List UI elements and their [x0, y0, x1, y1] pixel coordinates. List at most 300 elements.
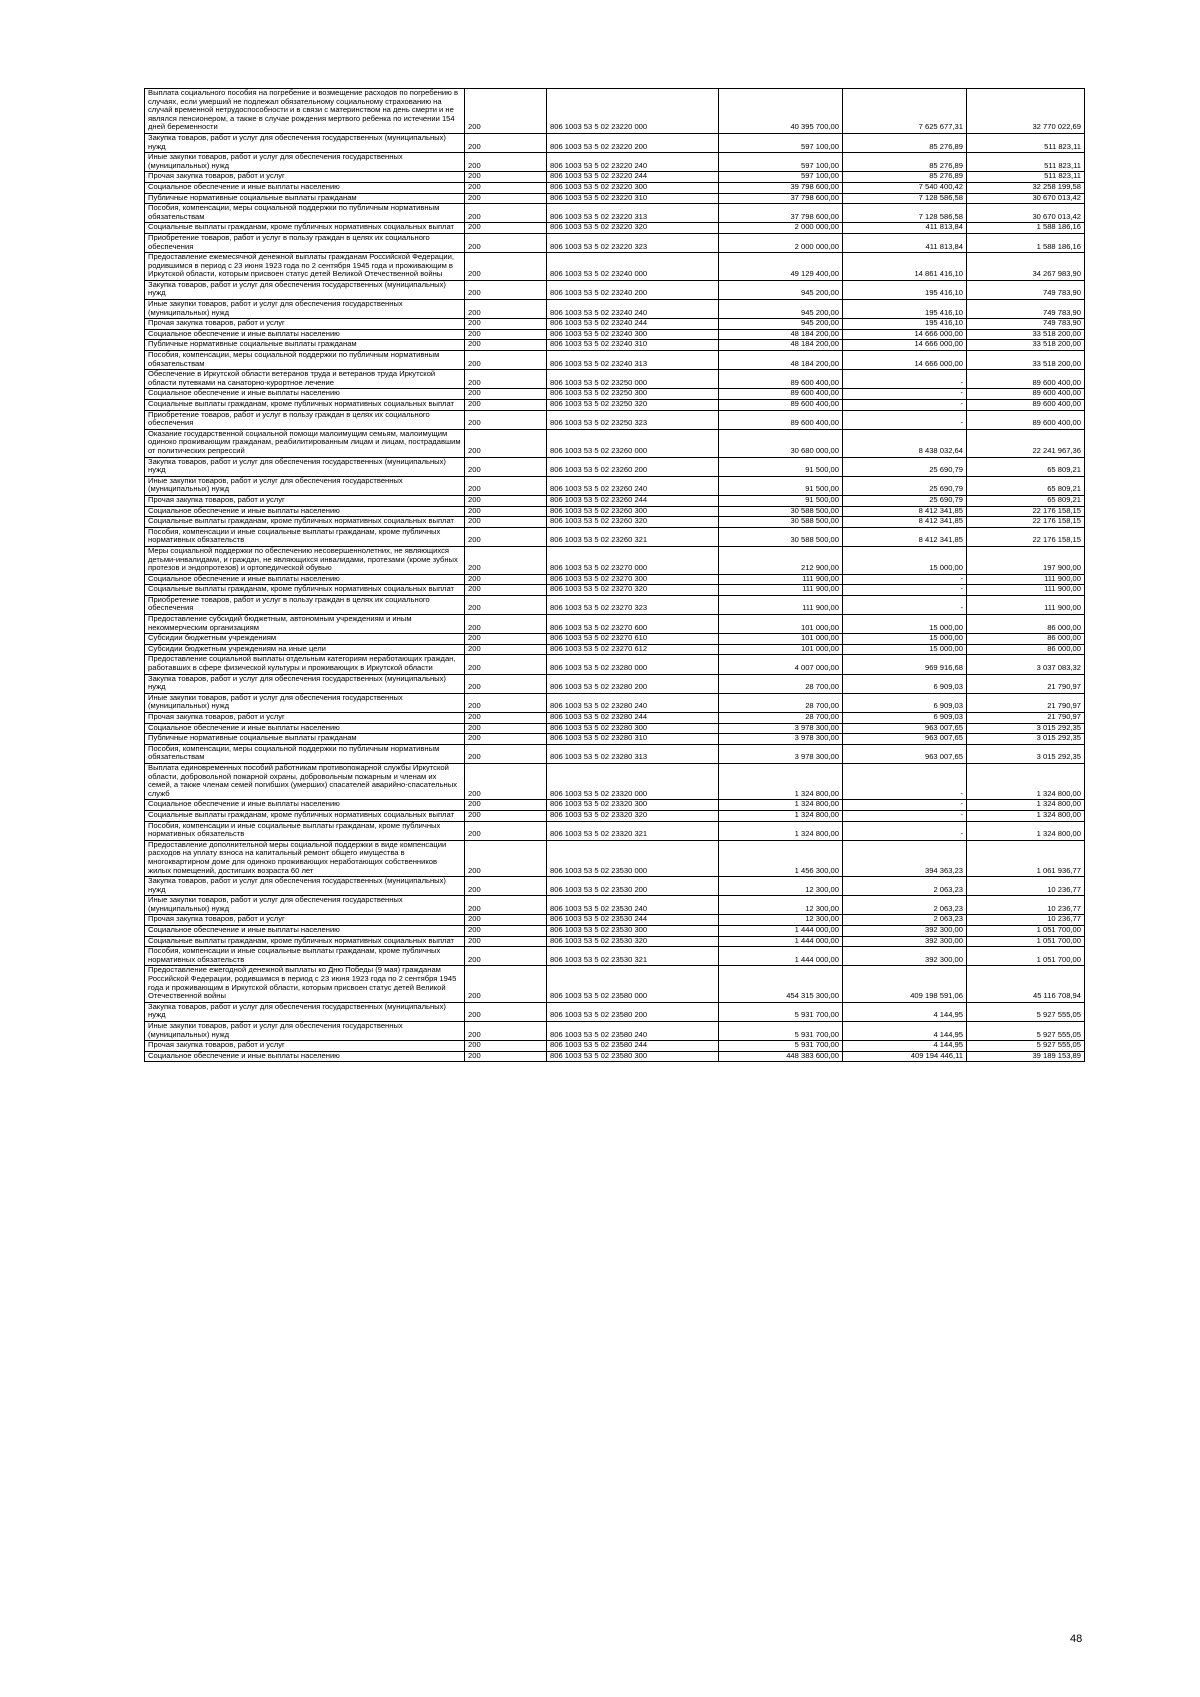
table-row	[145, 429, 1085, 457]
row-executed-amount-cell: 2 063,23	[843, 896, 967, 915]
row-code-cell: 200	[465, 89, 547, 134]
row-executed-amount-cell: 195 416,10	[843, 300, 967, 319]
table-row	[145, 840, 1085, 876]
row-name-cell: Социальное обеспечение и иные выплаты населению	[145, 389, 465, 400]
table-row	[145, 585, 1085, 596]
table-row	[145, 370, 1085, 389]
row-approved-amount-cell: 1 456 300,00	[719, 840, 843, 876]
row-unexecuted-amount-cell: 30 670 013,42	[967, 204, 1085, 223]
row-name-cell: Пособия, компенсации и иные социальные выплаты гражданам, кроме публичных нормативных обязательств	[145, 947, 465, 966]
table-row	[145, 517, 1085, 528]
row-approved-amount-cell: 101 000,00	[719, 644, 843, 655]
row-approved-amount-cell: 3 978 300,00	[719, 734, 843, 745]
row-budget-class-code-cell: 806 1003 53 5 02 23580 300	[547, 1051, 719, 1062]
row-executed-amount-cell: 14 861 416,10	[843, 253, 967, 281]
row-unexecuted-amount-cell: 22 176 158,15	[967, 506, 1085, 517]
table-row	[145, 351, 1085, 370]
row-approved-amount-cell: 597 100,00	[719, 172, 843, 183]
row-budget-class-code-cell: 806 1003 53 5 02 23320 320	[547, 810, 719, 821]
table-row	[145, 153, 1085, 172]
row-unexecuted-amount-cell: 3 015 292,35	[967, 744, 1085, 763]
row-unexecuted-amount-cell: 1 324 800,00	[967, 821, 1085, 840]
row-approved-amount-cell: 30 588 500,00	[719, 527, 843, 546]
row-code-cell: 200	[465, 506, 547, 517]
row-budget-class-code-cell: 806 1003 53 5 02 23250 000	[547, 370, 719, 389]
row-approved-amount-cell: 448 383 600,00	[719, 1051, 843, 1062]
row-code-cell: 200	[465, 153, 547, 172]
row-executed-amount-cell: 195 416,10	[843, 319, 967, 330]
row-code-cell: 200	[465, 744, 547, 763]
row-budget-class-code-cell: 806 1003 53 5 02 23320 000	[547, 763, 719, 799]
row-budget-class-code-cell: 806 1003 53 5 02 23270 323	[547, 595, 719, 614]
row-budget-class-code-cell: 806 1003 53 5 02 23220 300	[547, 182, 719, 193]
row-executed-amount-cell: 25 690,79	[843, 457, 967, 476]
row-unexecuted-amount-cell: 1 324 800,00	[967, 763, 1085, 799]
row-executed-amount-cell: 8 438 032,64	[843, 429, 967, 457]
table-row	[145, 495, 1085, 506]
row-unexecuted-amount-cell: 89 600 400,00	[967, 410, 1085, 429]
row-executed-amount-cell: -	[843, 595, 967, 614]
row-name-cell: Закупка товаров, работ и услуг для обеспечения государственных (муниципальных) нужд	[145, 280, 465, 299]
row-executed-amount-cell: 6 909,03	[843, 674, 967, 693]
row-executed-amount-cell: 394 363,23	[843, 840, 967, 876]
row-approved-amount-cell: 28 700,00	[719, 693, 843, 712]
row-code-cell: 200	[465, 734, 547, 745]
row-unexecuted-amount-cell: 1 324 800,00	[967, 810, 1085, 821]
row-name-cell: Социальное обеспечение и иные выплаты населению	[145, 574, 465, 585]
row-name-cell: Иные закупки товаров, работ и услуг для обеспечения государственных (муниципальных) нужд	[145, 300, 465, 319]
row-approved-amount-cell: 111 900,00	[719, 595, 843, 614]
row-unexecuted-amount-cell: 3 037 083,32	[967, 655, 1085, 674]
row-approved-amount-cell: 1 324 800,00	[719, 800, 843, 811]
row-unexecuted-amount-cell: 1 588 186,16	[967, 233, 1085, 252]
table-row	[145, 713, 1085, 724]
row-code-cell: 200	[465, 1041, 547, 1052]
row-executed-amount-cell: 7 128 586,58	[843, 193, 967, 204]
table-row	[145, 800, 1085, 811]
row-budget-class-code-cell: 806 1003 53 5 02 23580 200	[547, 1002, 719, 1021]
row-code-cell: 200	[465, 253, 547, 281]
row-unexecuted-amount-cell: 10 236,77	[967, 877, 1085, 896]
row-executed-amount-cell: 8 412 341,85	[843, 517, 967, 528]
row-name-cell: Предоставление дополнительной меры социальной поддержки в виде компенсации расходов на уплату взноса на капитальный ремонт общего имущества в многоквартирном доме для одиноко проживающих неработающих собственников жилых помещений, достигших возраста 60 лет	[145, 840, 465, 876]
row-approved-amount-cell: 48 184 200,00	[719, 340, 843, 351]
row-approved-amount-cell: 48 184 200,00	[719, 351, 843, 370]
row-executed-amount-cell: 14 666 000,00	[843, 329, 967, 340]
row-approved-amount-cell: 91 500,00	[719, 457, 843, 476]
row-executed-amount-cell: 963 007,65	[843, 744, 967, 763]
table-row	[145, 655, 1085, 674]
row-name-cell: Субсидии бюджетным учреждениям	[145, 634, 465, 645]
table-row	[145, 936, 1085, 947]
row-code-cell: 200	[465, 204, 547, 223]
row-approved-amount-cell: 1 444 000,00	[719, 926, 843, 937]
row-approved-amount-cell: 945 200,00	[719, 300, 843, 319]
row-budget-class-code-cell: 806 1003 53 5 02 23260 240	[547, 476, 719, 495]
row-approved-amount-cell: 28 700,00	[719, 674, 843, 693]
row-executed-amount-cell: 6 909,03	[843, 693, 967, 712]
row-name-cell: Социальное обеспечение и иные выплаты населению	[145, 506, 465, 517]
row-unexecuted-amount-cell: 5 927 555,05	[967, 1002, 1085, 1021]
row-name-cell: Приобретение товаров, работ и услуг в пользу граждан в целях их социального обеспечения	[145, 410, 465, 429]
row-name-cell: Выплата единовременных пособий работникам противопожарной службы Иркутской области, добровольной пожарной охраны, добровольным пожарным и членам их семей, а также членам семей погибших (умерших) спасателей аварийно-спасательных служб	[145, 763, 465, 799]
row-name-cell: Закупка товаров, работ и услуг для обеспечения государственных (муниципальных) нужд	[145, 133, 465, 152]
row-budget-class-code-cell: 806 1003 53 5 02 23270 000	[547, 546, 719, 574]
row-unexecuted-amount-cell: 111 900,00	[967, 585, 1085, 596]
row-budget-class-code-cell: 806 1003 53 5 02 23530 240	[547, 896, 719, 915]
row-code-cell: 200	[465, 172, 547, 183]
row-code-cell: 200	[465, 546, 547, 574]
row-name-cell: Социальные выплаты гражданам, кроме публичных нормативных социальных выплат	[145, 585, 465, 596]
row-executed-amount-cell: 15 000,00	[843, 634, 967, 645]
row-budget-class-code-cell: 806 1003 53 5 02 23270 300	[547, 574, 719, 585]
row-unexecuted-amount-cell: 22 176 158,15	[967, 527, 1085, 546]
row-name-cell: Предоставление ежегодной денежной выплаты ко Дню Победы (9 мая) гражданам Российской Федерации, родившимся в период с 23 июня 1923 года по 2 сентября 1945 года и проживающим в Иркутской области, которым присвоен статус детей Великой Отечественной войны	[145, 966, 465, 1002]
row-name-cell: Публичные нормативные социальные выплаты гражданам	[145, 734, 465, 745]
row-unexecuted-amount-cell: 749 783,90	[967, 280, 1085, 299]
row-unexecuted-amount-cell: 511 823,11	[967, 133, 1085, 152]
row-code-cell: 200	[465, 693, 547, 712]
row-approved-amount-cell: 89 600 400,00	[719, 410, 843, 429]
row-code-cell: 200	[465, 1002, 547, 1021]
row-budget-class-code-cell: 806 1003 53 5 02 23280 313	[547, 744, 719, 763]
table-row	[145, 172, 1085, 183]
row-code-cell: 200	[465, 713, 547, 724]
row-executed-amount-cell: 411 813,84	[843, 233, 967, 252]
row-code-cell: 200	[465, 840, 547, 876]
row-executed-amount-cell: -	[843, 574, 967, 585]
row-code-cell: 200	[465, 1022, 547, 1041]
row-executed-amount-cell: 392 300,00	[843, 926, 967, 937]
row-code-cell: 200	[465, 517, 547, 528]
row-budget-class-code-cell: 806 1003 53 5 02 23240 300	[547, 329, 719, 340]
row-unexecuted-amount-cell: 32 258 199,58	[967, 182, 1085, 193]
row-executed-amount-cell: 15 000,00	[843, 615, 967, 634]
row-budget-class-code-cell: 806 1003 53 5 02 23220 240	[547, 153, 719, 172]
row-executed-amount-cell: 6 909,03	[843, 713, 967, 724]
row-executed-amount-cell: -	[843, 821, 967, 840]
page-number: 48	[1070, 1633, 1083, 1645]
row-name-cell: Пособия, компенсации и иные социальные выплаты гражданам, кроме публичных нормативных обязательств	[145, 527, 465, 546]
row-name-cell: Предоставление субсидий бюджетным, автономным учреждениям и иным некоммерческим организациям	[145, 615, 465, 634]
table-row	[145, 674, 1085, 693]
row-name-cell: Публичные нормативные социальные выплаты гражданам	[145, 193, 465, 204]
row-unexecuted-amount-cell: 65 809,21	[967, 476, 1085, 495]
row-budget-class-code-cell: 806 1003 53 5 02 23270 320	[547, 585, 719, 596]
row-unexecuted-amount-cell: 749 783,90	[967, 300, 1085, 319]
row-executed-amount-cell: 15 000,00	[843, 546, 967, 574]
row-unexecuted-amount-cell: 197 900,00	[967, 546, 1085, 574]
row-name-cell: Иные закупки товаров, работ и услуг для обеспечения государственных (муниципальных) нужд	[145, 1022, 465, 1041]
row-code-cell: 200	[465, 233, 547, 252]
row-budget-class-code-cell: 806 1003 53 5 02 23530 244	[547, 915, 719, 926]
table-row	[145, 506, 1085, 517]
row-approved-amount-cell: 2 000 000,00	[719, 233, 843, 252]
table-row	[145, 1041, 1085, 1052]
row-budget-class-code-cell: 806 1003 53 5 02 23220 320	[547, 223, 719, 234]
row-executed-amount-cell: 14 666 000,00	[843, 340, 967, 351]
row-budget-class-code-cell: 806 1003 53 5 02 23270 612	[547, 644, 719, 655]
row-budget-class-code-cell: 806 1003 53 5 02 23580 240	[547, 1022, 719, 1041]
table-row	[145, 253, 1085, 281]
row-approved-amount-cell: 597 100,00	[719, 133, 843, 152]
row-code-cell: 200	[465, 877, 547, 896]
row-approved-amount-cell: 3 978 300,00	[719, 723, 843, 734]
row-unexecuted-amount-cell: 511 823,11	[967, 172, 1085, 183]
row-executed-amount-cell: 392 300,00	[843, 936, 967, 947]
row-budget-class-code-cell: 806 1003 53 5 02 23260 244	[547, 495, 719, 506]
row-budget-class-code-cell: 806 1003 53 5 02 23240 244	[547, 319, 719, 330]
row-approved-amount-cell: 89 600 400,00	[719, 400, 843, 411]
row-name-cell: Выплата социального пособия на погребение и возмещение расходов по погребению в случаях, если умерший не подлежал обязательному социальному страхованию на случай временной нетрудоспособности и в связи с материнством на день смерти и не являлся пенсионером, а также в случае рождения мертвого ребенка по истечении 154 дней беременности	[145, 89, 465, 134]
row-code-cell: 200	[465, 926, 547, 937]
row-name-cell: Прочая закупка товаров, работ и услуг	[145, 915, 465, 926]
row-budget-class-code-cell: 806 1003 53 5 02 23280 240	[547, 693, 719, 712]
row-name-cell: Социальное обеспечение и иные выплаты населению	[145, 182, 465, 193]
row-name-cell: Приобретение товаров, работ и услуг в пользу граждан в целях их социального обеспечения	[145, 233, 465, 252]
table-row	[145, 280, 1085, 299]
row-code-cell: 200	[465, 674, 547, 693]
row-code-cell: 200	[465, 329, 547, 340]
row-executed-amount-cell: 25 690,79	[843, 476, 967, 495]
table-row	[145, 319, 1085, 330]
row-name-cell: Пособия, компенсации, меры социальной поддержки по публичным нормативным обязательствам	[145, 351, 465, 370]
row-budget-class-code-cell: 806 1003 53 5 02 23280 310	[547, 734, 719, 745]
row-approved-amount-cell: 212 900,00	[719, 546, 843, 574]
row-name-cell: Иные закупки товаров, работ и услуг для обеспечения государственных (муниципальных) нужд	[145, 153, 465, 172]
row-executed-amount-cell: 8 412 341,85	[843, 527, 967, 546]
row-name-cell: Иные закупки товаров, работ и услуг для обеспечения государственных (муниципальных) нужд	[145, 693, 465, 712]
row-name-cell: Социальные выплаты гражданам, кроме публичных нормативных социальных выплат	[145, 223, 465, 234]
row-name-cell: Иные закупки товаров, работ и услуг для обеспечения государственных (муниципальных) нужд	[145, 896, 465, 915]
row-executed-amount-cell: 4 144,95	[843, 1022, 967, 1041]
row-code-cell: 200	[465, 319, 547, 330]
row-executed-amount-cell: -	[843, 400, 967, 411]
row-budget-class-code-cell: 806 1003 53 5 02 23260 000	[547, 429, 719, 457]
row-executed-amount-cell: 2 063,23	[843, 877, 967, 896]
row-code-cell: 200	[465, 821, 547, 840]
row-approved-amount-cell: 1 324 800,00	[719, 810, 843, 821]
row-budget-class-code-cell: 806 1003 53 5 02 23260 321	[547, 527, 719, 546]
row-name-cell: Пособия, компенсации, меры социальной поддержки по публичным нормативным обязательствам	[145, 744, 465, 763]
row-unexecuted-amount-cell: 65 809,21	[967, 457, 1085, 476]
row-unexecuted-amount-cell: 1 051 700,00	[967, 936, 1085, 947]
row-name-cell: Закупка товаров, работ и услуг для обеспечения государственных (муниципальных) нужд	[145, 877, 465, 896]
row-executed-amount-cell: 85 276,89	[843, 153, 967, 172]
row-code-cell: 200	[465, 966, 547, 1002]
row-name-cell: Меры социальной поддержки по обеспечению несовершеннолетних, не являющихся детьми-инвалидами, и граждан, не являющихся инвалидами, протезами (кроме зубных протезов и эндопротезов) и ортопедической обувью	[145, 546, 465, 574]
table-row	[145, 133, 1085, 152]
row-unexecuted-amount-cell: 32 770 022,69	[967, 89, 1085, 134]
table-row	[145, 182, 1085, 193]
table-row	[145, 527, 1085, 546]
row-executed-amount-cell: 8 412 341,85	[843, 506, 967, 517]
row-unexecuted-amount-cell: 111 900,00	[967, 574, 1085, 585]
row-budget-class-code-cell: 806 1003 53 5 02 23250 300	[547, 389, 719, 400]
table-row	[145, 947, 1085, 966]
row-unexecuted-amount-cell: 86 000,00	[967, 644, 1085, 655]
row-budget-class-code-cell: 806 1003 53 5 02 23280 300	[547, 723, 719, 734]
row-budget-class-code-cell: 806 1003 53 5 02 23240 310	[547, 340, 719, 351]
row-unexecuted-amount-cell: 33 518 200,00	[967, 340, 1085, 351]
row-unexecuted-amount-cell: 511 823,11	[967, 153, 1085, 172]
row-name-cell: Закупка товаров, работ и услуг для обеспечения государственных (муниципальных) нужд	[145, 457, 465, 476]
row-code-cell: 200	[465, 655, 547, 674]
row-name-cell: Публичные нормативные социальные выплаты гражданам	[145, 340, 465, 351]
budget-execution-table	[144, 88, 1085, 1062]
row-approved-amount-cell: 37 798 600,00	[719, 193, 843, 204]
row-code-cell: 200	[465, 585, 547, 596]
row-name-cell: Социальные выплаты гражданам, кроме публичных нормативных социальных выплат	[145, 936, 465, 947]
row-budget-class-code-cell: 806 1003 53 5 02 23260 200	[547, 457, 719, 476]
row-unexecuted-amount-cell: 34 267 983,90	[967, 253, 1085, 281]
row-code-cell: 200	[465, 300, 547, 319]
row-unexecuted-amount-cell: 45 116 708,94	[967, 966, 1085, 1002]
row-unexecuted-amount-cell: 89 600 400,00	[967, 389, 1085, 400]
table-row	[145, 329, 1085, 340]
table-row	[145, 574, 1085, 585]
row-name-cell: Закупка товаров, работ и услуг для обеспечения государственных (муниципальных) нужд	[145, 1002, 465, 1021]
row-approved-amount-cell: 91 500,00	[719, 476, 843, 495]
table-row	[145, 1051, 1085, 1062]
table-row	[145, 821, 1085, 840]
table-row	[145, 476, 1085, 495]
row-executed-amount-cell: 409 198 591,06	[843, 966, 967, 1002]
row-budget-class-code-cell: 806 1003 53 5 02 23280 244	[547, 713, 719, 724]
row-approved-amount-cell: 597 100,00	[719, 153, 843, 172]
row-name-cell: Социальное обеспечение и иные выплаты населению	[145, 926, 465, 937]
row-unexecuted-amount-cell: 10 236,77	[967, 896, 1085, 915]
row-code-cell: 200	[465, 351, 547, 370]
row-executed-amount-cell: 85 276,89	[843, 172, 967, 183]
table-row	[145, 723, 1085, 734]
row-code-cell: 200	[465, 915, 547, 926]
row-approved-amount-cell: 12 300,00	[719, 877, 843, 896]
row-unexecuted-amount-cell: 86 000,00	[967, 634, 1085, 645]
row-executed-amount-cell: -	[843, 410, 967, 429]
row-code-cell: 200	[465, 457, 547, 476]
row-unexecuted-amount-cell: 89 600 400,00	[967, 400, 1085, 411]
row-name-cell: Прочая закупка товаров, работ и услуг	[145, 713, 465, 724]
row-approved-amount-cell: 5 931 700,00	[719, 1002, 843, 1021]
row-executed-amount-cell: 7 540 400,42	[843, 182, 967, 193]
row-executed-amount-cell: 963 007,65	[843, 734, 967, 745]
table-row	[145, 300, 1085, 319]
row-approved-amount-cell: 12 300,00	[719, 896, 843, 915]
row-budget-class-code-cell: 806 1003 53 5 02 23260 300	[547, 506, 719, 517]
row-approved-amount-cell: 1 444 000,00	[719, 947, 843, 966]
table-row	[145, 644, 1085, 655]
row-budget-class-code-cell: 806 1003 53 5 02 23220 000	[547, 89, 719, 134]
row-budget-class-code-cell: 806 1003 53 5 02 23240 240	[547, 300, 719, 319]
table-row	[145, 966, 1085, 1002]
row-unexecuted-amount-cell: 65 809,21	[967, 495, 1085, 506]
row-code-cell: 200	[465, 936, 547, 947]
row-budget-class-code-cell: 806 1003 53 5 02 23280 200	[547, 674, 719, 693]
table-row	[145, 233, 1085, 252]
row-executed-amount-cell: 25 690,79	[843, 495, 967, 506]
table-row	[145, 1002, 1085, 1021]
row-code-cell: 200	[465, 1051, 547, 1062]
row-budget-class-code-cell: 806 1003 53 5 02 23250 320	[547, 400, 719, 411]
row-budget-class-code-cell: 806 1003 53 5 02 23270 610	[547, 634, 719, 645]
row-code-cell: 200	[465, 896, 547, 915]
row-executed-amount-cell: -	[843, 763, 967, 799]
row-name-cell: Социальное обеспечение и иные выплаты населению	[145, 329, 465, 340]
row-name-cell: Обеспечение в Иркутской области ветеранов труда и ветеранов труда Иркутской области путевками на санаторно-курортное лечение	[145, 370, 465, 389]
row-unexecuted-amount-cell: 22 241 967,36	[967, 429, 1085, 457]
row-executed-amount-cell: 14 666 000,00	[843, 351, 967, 370]
row-name-cell: Социальные выплаты гражданам, кроме публичных нормативных социальных выплат	[145, 517, 465, 528]
row-approved-amount-cell: 945 200,00	[719, 319, 843, 330]
row-code-cell: 200	[465, 410, 547, 429]
table-row	[145, 595, 1085, 614]
row-approved-amount-cell: 5 931 700,00	[719, 1022, 843, 1041]
row-unexecuted-amount-cell: 10 236,77	[967, 915, 1085, 926]
row-executed-amount-cell: 4 144,95	[843, 1002, 967, 1021]
row-approved-amount-cell: 30 680 000,00	[719, 429, 843, 457]
table-row	[145, 400, 1085, 411]
row-name-cell: Социальные выплаты гражданам, кроме публичных нормативных социальных выплат	[145, 400, 465, 411]
row-executed-amount-cell: -	[843, 585, 967, 596]
row-executed-amount-cell: 969 916,68	[843, 655, 967, 674]
row-name-cell: Социальные выплаты гражданам, кроме публичных нормативных социальных выплат	[145, 810, 465, 821]
row-executed-amount-cell: -	[843, 800, 967, 811]
table-row	[145, 223, 1085, 234]
table-row	[145, 340, 1085, 351]
table-row	[145, 204, 1085, 223]
row-approved-amount-cell: 12 300,00	[719, 915, 843, 926]
row-budget-class-code-cell: 806 1003 53 5 02 23220 313	[547, 204, 719, 223]
row-executed-amount-cell: -	[843, 370, 967, 389]
row-code-cell: 200	[465, 476, 547, 495]
row-unexecuted-amount-cell: 89 600 400,00	[967, 370, 1085, 389]
row-executed-amount-cell: 392 300,00	[843, 947, 967, 966]
table-row	[145, 410, 1085, 429]
row-code-cell: 200	[465, 495, 547, 506]
row-unexecuted-amount-cell: 39 189 153,89	[967, 1051, 1085, 1062]
row-code-cell: 200	[465, 389, 547, 400]
row-code-cell: 200	[465, 723, 547, 734]
row-unexecuted-amount-cell: 5 927 555,05	[967, 1041, 1085, 1052]
row-unexecuted-amount-cell: 1 588 186,16	[967, 223, 1085, 234]
row-code-cell: 200	[465, 223, 547, 234]
row-name-cell: Пособия, компенсации и иные социальные выплаты гражданам, кроме публичных нормативных обязательств	[145, 821, 465, 840]
row-approved-amount-cell: 101 000,00	[719, 634, 843, 645]
row-name-cell: Прочая закупка товаров, работ и услуг	[145, 1041, 465, 1052]
row-code-cell: 200	[465, 644, 547, 655]
table-row	[145, 457, 1085, 476]
row-budget-class-code-cell: 806 1003 53 5 02 23220 244	[547, 172, 719, 183]
row-unexecuted-amount-cell: 33 518 200,00	[967, 351, 1085, 370]
table-row	[145, 1022, 1085, 1041]
row-name-cell: Приобретение товаров, работ и услуг в пользу граждан в целях их социального обеспечения	[145, 595, 465, 614]
row-budget-class-code-cell: 806 1003 53 5 02 23270 600	[547, 615, 719, 634]
row-name-cell: Иные закупки товаров, работ и услуг для обеспечения государственных (муниципальных) нужд	[145, 476, 465, 495]
row-approved-amount-cell: 1 324 800,00	[719, 763, 843, 799]
table-row	[145, 615, 1085, 634]
row-budget-class-code-cell: 806 1003 53 5 02 23240 000	[547, 253, 719, 281]
row-executed-amount-cell: -	[843, 810, 967, 821]
row-approved-amount-cell: 89 600 400,00	[719, 370, 843, 389]
table-body	[145, 89, 1085, 1062]
row-budget-class-code-cell: 806 1003 53 5 02 23220 323	[547, 233, 719, 252]
row-budget-class-code-cell: 806 1003 53 5 02 23580 000	[547, 966, 719, 1002]
row-budget-class-code-cell: 806 1003 53 5 02 23530 321	[547, 947, 719, 966]
row-approved-amount-cell: 39 798 600,00	[719, 182, 843, 193]
row-executed-amount-cell: -	[843, 389, 967, 400]
row-name-cell: Социальное обеспечение и иные выплаты населению	[145, 723, 465, 734]
